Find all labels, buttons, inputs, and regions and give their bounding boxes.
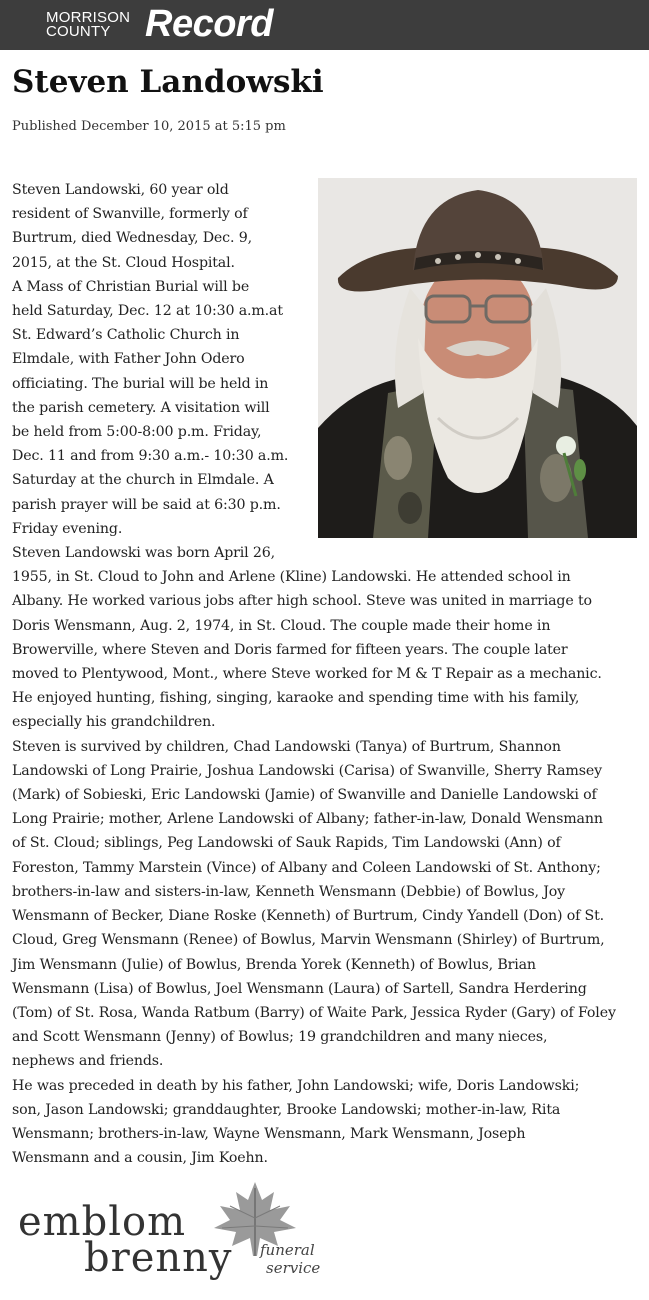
text-line: He was preceded in death by his father, John Landowski; wife, Doris Landowski; (12, 1077, 580, 1094)
masthead (0, 0, 649, 50)
text-line: Saturday at the church in Elmdale. A (12, 472, 274, 489)
text-line: 2015, at the St. Cloud Hospital. (12, 254, 235, 271)
paragraph-preceded (12, 1074, 637, 1171)
text-line: moved to Plentywood, Mont., where Steve worked for M & T Repair as a mechanic. (12, 666, 602, 683)
text-line: He enjoyed hunting, fishing, singing, karaoke and spending time with his family, (12, 690, 580, 707)
text-line: Long Prairie; mother, Arlene Landowski of Albany; father-in-law, Donald Wensmann (12, 811, 603, 828)
text-line: Friday evening. (12, 520, 123, 537)
text-line: Jim Wensmann (Julie) of Bowlus, Brenda Yorek (Kenneth) of Bowlus, Brian (12, 956, 536, 973)
text-line: officiating. The burial will be held in (12, 375, 269, 392)
emblom-brenny-logo[interactable] (14, 1178, 344, 1290)
text-line: brothers-in-law and sisters-in-law, Kenneth Wensmann (Debbie) of Bowlus, Joy (12, 883, 566, 900)
logo-service-text: service (266, 1259, 321, 1277)
text-line: parish prayer will be said at 6:30 p.m. (12, 496, 281, 513)
text-line: Foreston, Tammy Marstein (Vince) of Albany and Coleen Landowski of St. Anthony; (12, 859, 601, 876)
text-line: Steven Landowski was born April 26, (12, 545, 276, 562)
text-line: nephews and friends. (12, 1053, 164, 1070)
logo-emblom-text: emblom (18, 1199, 187, 1245)
masthead-record-logo[interactable]: Record (145, 3, 273, 45)
logo-brenny-text: brenny (84, 1235, 233, 1281)
text-line: especially his grandchildren. (12, 714, 216, 731)
text-line: Dec. 11 and from 9:30 a.m.- 10:30 a.m. (12, 448, 289, 465)
text-line: A Mass of Christian Burial will be (12, 278, 250, 295)
logo-funeral-text: funeral (260, 1241, 315, 1259)
text-line: (Tom) of St. Rosa, Wanda Ratbum (Barry) of Waite Park, Jessica Ryder (Gary) of Foley (12, 1004, 616, 1021)
text-line: Browerville, where Steven and Doris farmed for fifteen years. The couple later (12, 641, 568, 658)
paragraph-survivors (12, 735, 637, 1074)
obituary-body (12, 178, 637, 1170)
text-line: held Saturday, Dec. 12 at 10:30 a.m.at (12, 303, 283, 320)
text-line: Landowski of Long Prairie, Joshua Landowski (Carisa) of Swanville, Sherry Ramsey (12, 762, 602, 779)
text-line: Steven Landowski, 60 year old (12, 182, 229, 198)
text-line: son, Jason Landowski; granddaughter, Brooke Landowski; mother-in-law, Rita (12, 1101, 561, 1118)
paragraph-services (12, 275, 637, 541)
text-line: Elmdale, with Father John Odero (12, 351, 245, 368)
masthead-morrison: MORRISON (46, 9, 131, 26)
text-line: Wensmann; brothers-in-law, Wayne Wensmann, Mark Wensmann, Joseph (12, 1125, 526, 1142)
text-line: Cloud, Greg Wensmann (Renee) of Bowlus, Marvin Wensmann (Shirley) of Burtrum, (12, 932, 605, 949)
text-line: be held from 5:00-8:00 p.m. Friday, (12, 424, 262, 441)
text-line: of St. Cloud; siblings, Peg Landowski of Sauk Rapids, Tim Landowski (Ann) of (12, 835, 561, 852)
text-line: St. Edward’s Catholic Church in (12, 327, 240, 344)
text-line: Wensmann (Lisa) of Bowlus, Joel Wensmann (Laura) of Sartell, Sandra Herdering (12, 980, 587, 997)
text-line: the parish cemetery. A visitation will (12, 399, 270, 416)
obituary-title: Steven Landowski (12, 64, 324, 100)
masthead-county: COUNTY (46, 23, 111, 40)
text-line: and Scott Wensmann (Jenny) of Bowlus; 19 grandchildren and many nieces, (12, 1029, 548, 1046)
text-line: Steven is survived by children, Chad Landowski (Tanya) of Burtrum, Shannon (12, 738, 561, 755)
text-line: Doris Wensmann, Aug. 2, 1974, in St. Cloud. The couple made their home in (12, 617, 551, 634)
text-line: Wensmann and a cousin, Jim Koehn. (12, 1150, 268, 1167)
paragraph-biography (12, 541, 637, 735)
text-line: Burtrum, died Wednesday, Dec. 9, (12, 230, 252, 247)
paragraph-death-notice (12, 178, 637, 275)
text-line: resident of Swanville, formerly of (12, 206, 248, 223)
published-date: Published December 10, 2015 at 5:15 pm (12, 119, 286, 134)
text-line: 1955, in St. Cloud to John and Arlene (Kline) Landowski. He attended school in (12, 569, 571, 586)
text-line: Albany. He worked various jobs after high school. Steve was united in marriage to (12, 593, 592, 610)
text-line: (Mark) of Sobieski, Eric Landowski (Jamie) of Swanville and Danielle Landowski of (12, 787, 597, 804)
text-line: Wensmann of Becker, Diane Roske (Kenneth) of Burtrum, Cindy Yandell (Don) of St. (12, 908, 605, 925)
